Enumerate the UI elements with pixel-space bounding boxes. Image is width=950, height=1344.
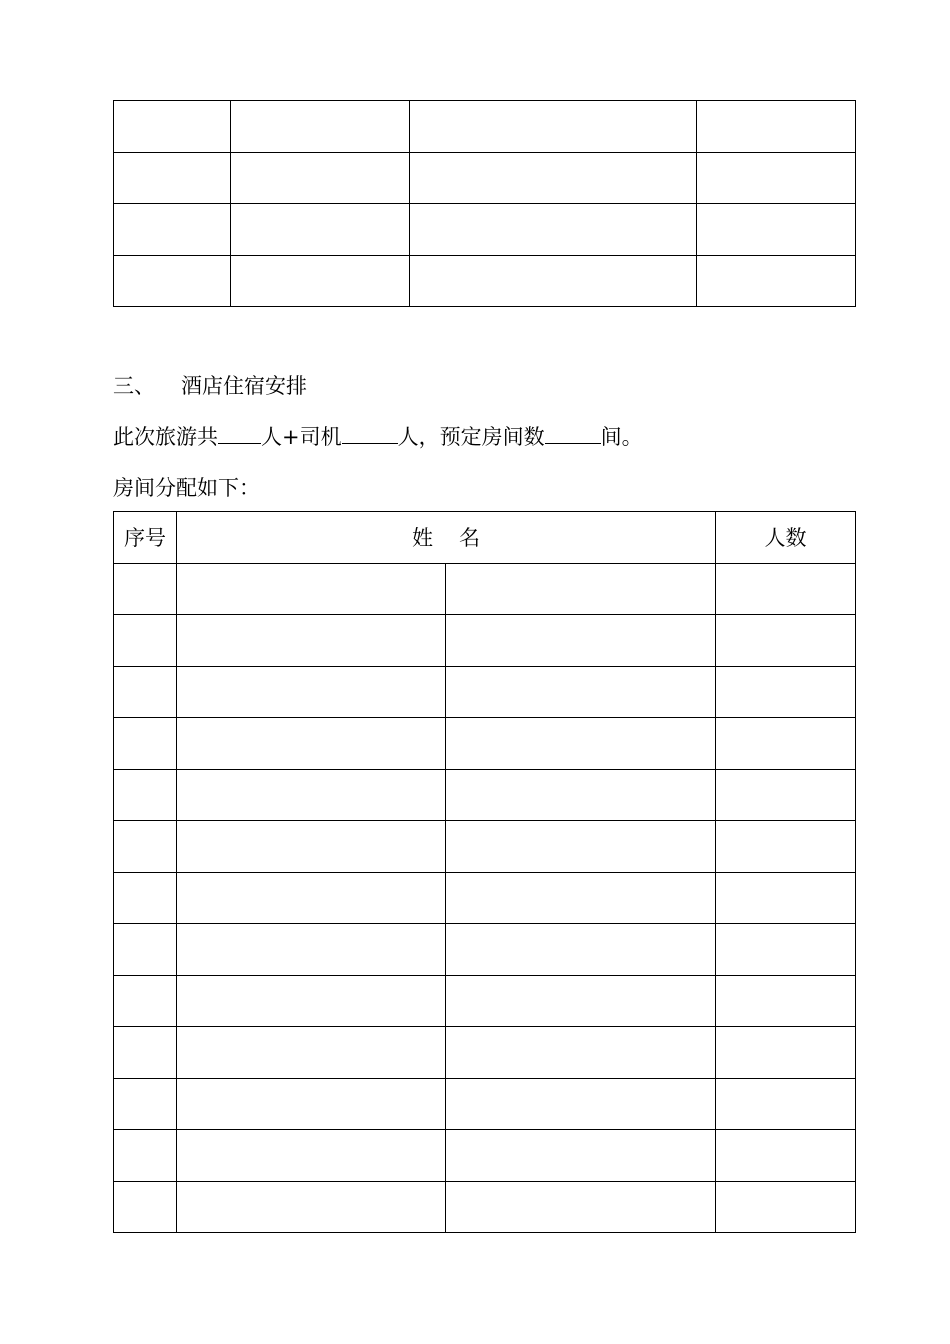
room-table-cell-col-1[interactable] (114, 769, 177, 821)
room-table-cell-col-2[interactable] (177, 769, 446, 821)
top-table-cell-col-2[interactable] (231, 204, 410, 256)
room-table-cell-col-2[interactable] (177, 563, 446, 615)
room-table-cell-col-3[interactable] (446, 666, 716, 718)
room-table-cell-col-1[interactable] (114, 718, 177, 770)
top-table-row (114, 101, 856, 153)
room-table-row (114, 615, 856, 667)
top-table-cell-col-1[interactable] (114, 152, 231, 204)
header-count: 人数 (716, 512, 856, 564)
room-table-cell-col-3[interactable] (446, 1078, 716, 1130)
room-count-blank[interactable] (545, 423, 601, 444)
summary-text-4: 间。 (600, 425, 643, 449)
room-table-cell-col-4[interactable] (716, 1027, 856, 1079)
top-table-row (114, 204, 856, 256)
room-table-cell-col-4[interactable] (716, 1130, 856, 1182)
room-table-cell-col-1[interactable] (114, 1181, 177, 1233)
room-table-cell-col-3[interactable] (446, 924, 716, 976)
room-allocation-table (113, 511, 856, 1233)
header-name-char-1: 姓 (412, 526, 433, 551)
room-table-cell-col-4[interactable] (716, 924, 856, 976)
room-table-cell-col-4[interactable] (716, 872, 856, 924)
header-name-char-2: 名 (459, 526, 480, 551)
room-table-cell-col-2[interactable] (177, 975, 446, 1027)
top-table-cell-col-1[interactable] (114, 204, 231, 256)
room-table-cell-col-4[interactable] (716, 975, 856, 1027)
top-table-cell-col-4[interactable] (697, 152, 856, 204)
room-table-cell-col-3[interactable] (446, 615, 716, 667)
section-number: 三、 (113, 374, 155, 398)
room-table-row (114, 975, 856, 1027)
top-table-row (114, 152, 856, 204)
room-table-row (114, 1181, 856, 1233)
room-table-cell-col-3[interactable] (446, 1027, 716, 1079)
room-table-row (114, 1130, 856, 1182)
room-table-row (114, 821, 856, 873)
room-table-cell-col-2[interactable] (177, 924, 446, 976)
people-count-blank[interactable] (218, 423, 261, 444)
top-table-row (114, 255, 856, 307)
room-table-cell-col-4[interactable] (716, 718, 856, 770)
room-table-cell-col-2[interactable] (177, 1078, 446, 1130)
room-table-cell-col-3[interactable] (446, 718, 716, 770)
summary-text-1: 此次旅游共 (113, 425, 218, 449)
room-table-row (114, 1027, 856, 1079)
section-title: 酒店住宿安排 (181, 374, 307, 398)
room-table-cell-col-1[interactable] (114, 821, 177, 873)
room-table-row (114, 872, 856, 924)
top-table-cell-col-2[interactable] (231, 255, 410, 307)
room-table-cell-col-2[interactable] (177, 615, 446, 667)
summary-line (113, 423, 643, 451)
room-table-cell-col-1[interactable] (114, 1027, 177, 1079)
top-table-cell-col-1[interactable] (114, 255, 231, 307)
top-table-cell-col-4[interactable] (697, 204, 856, 256)
room-table-cell-col-1[interactable] (114, 872, 177, 924)
room-table-row (114, 924, 856, 976)
room-table-row (114, 1078, 856, 1130)
room-table-cell-col-2[interactable] (177, 821, 446, 873)
room-table-cell-col-1[interactable] (114, 924, 177, 976)
room-table-cell-col-3[interactable] (446, 821, 716, 873)
room-table-cell-col-1[interactable] (114, 1078, 177, 1130)
room-table-row (114, 769, 856, 821)
room-table-cell-col-3[interactable] (446, 563, 716, 615)
room-table-cell-col-2[interactable] (177, 872, 446, 924)
room-table-cell-col-3[interactable] (446, 872, 716, 924)
room-table-cell-col-1[interactable] (114, 563, 177, 615)
room-table-cell-col-4[interactable] (716, 563, 856, 615)
room-table-cell-col-4[interactable] (716, 666, 856, 718)
driver-count-blank[interactable] (342, 423, 398, 444)
room-table-cell-col-2[interactable] (177, 666, 446, 718)
room-table-cell-col-1[interactable] (114, 1130, 177, 1182)
room-table-cell-col-3[interactable] (446, 1181, 716, 1233)
room-table-cell-col-3[interactable] (446, 975, 716, 1027)
top-table-cell-col-2[interactable] (231, 101, 410, 153)
top-table-cell-col-4[interactable] (697, 101, 856, 153)
room-table-cell-col-4[interactable] (716, 615, 856, 667)
top-table-cell-col-1[interactable] (114, 101, 231, 153)
room-table-cell-col-2[interactable] (177, 718, 446, 770)
room-table-header (114, 512, 856, 564)
top-table-cell-col-2[interactable] (231, 152, 410, 204)
room-table-cell-col-3[interactable] (446, 769, 716, 821)
top-table-cell-col-3[interactable] (410, 204, 697, 256)
room-table-cell-col-4[interactable] (716, 821, 856, 873)
header-index: 序号 (114, 512, 177, 564)
summary-text-2: 人+司机 (261, 425, 342, 449)
room-table-cell-col-2[interactable] (177, 1027, 446, 1079)
top-table-cell-col-3[interactable] (410, 152, 697, 204)
room-table-cell-col-1[interactable] (114, 666, 177, 718)
section-heading (113, 372, 307, 400)
room-table-cell-col-2[interactable] (177, 1130, 446, 1182)
summary-text-3: 人，预定房间数 (397, 425, 545, 449)
room-table-cell-col-1[interactable] (114, 615, 177, 667)
room-table-row (114, 666, 856, 718)
room-table-cell-col-3[interactable] (446, 1130, 716, 1182)
top-table-cell-col-3[interactable] (410, 101, 697, 153)
header-name (177, 512, 716, 564)
room-table-cell-col-2[interactable] (177, 1181, 446, 1233)
room-table-row (114, 718, 856, 770)
room-table-row (114, 563, 856, 615)
room-table-cell-col-4[interactable] (716, 1181, 856, 1233)
room-table-cell-col-4[interactable] (716, 769, 856, 821)
room-table-cell-col-1[interactable] (114, 975, 177, 1027)
top-table (113, 100, 856, 307)
allocation-label: 房间分配如下： (113, 476, 260, 500)
top-table-cell-col-3[interactable] (410, 255, 697, 307)
room-table-cell-col-4[interactable] (716, 1078, 856, 1130)
top-table-cell-col-4[interactable] (697, 255, 856, 307)
